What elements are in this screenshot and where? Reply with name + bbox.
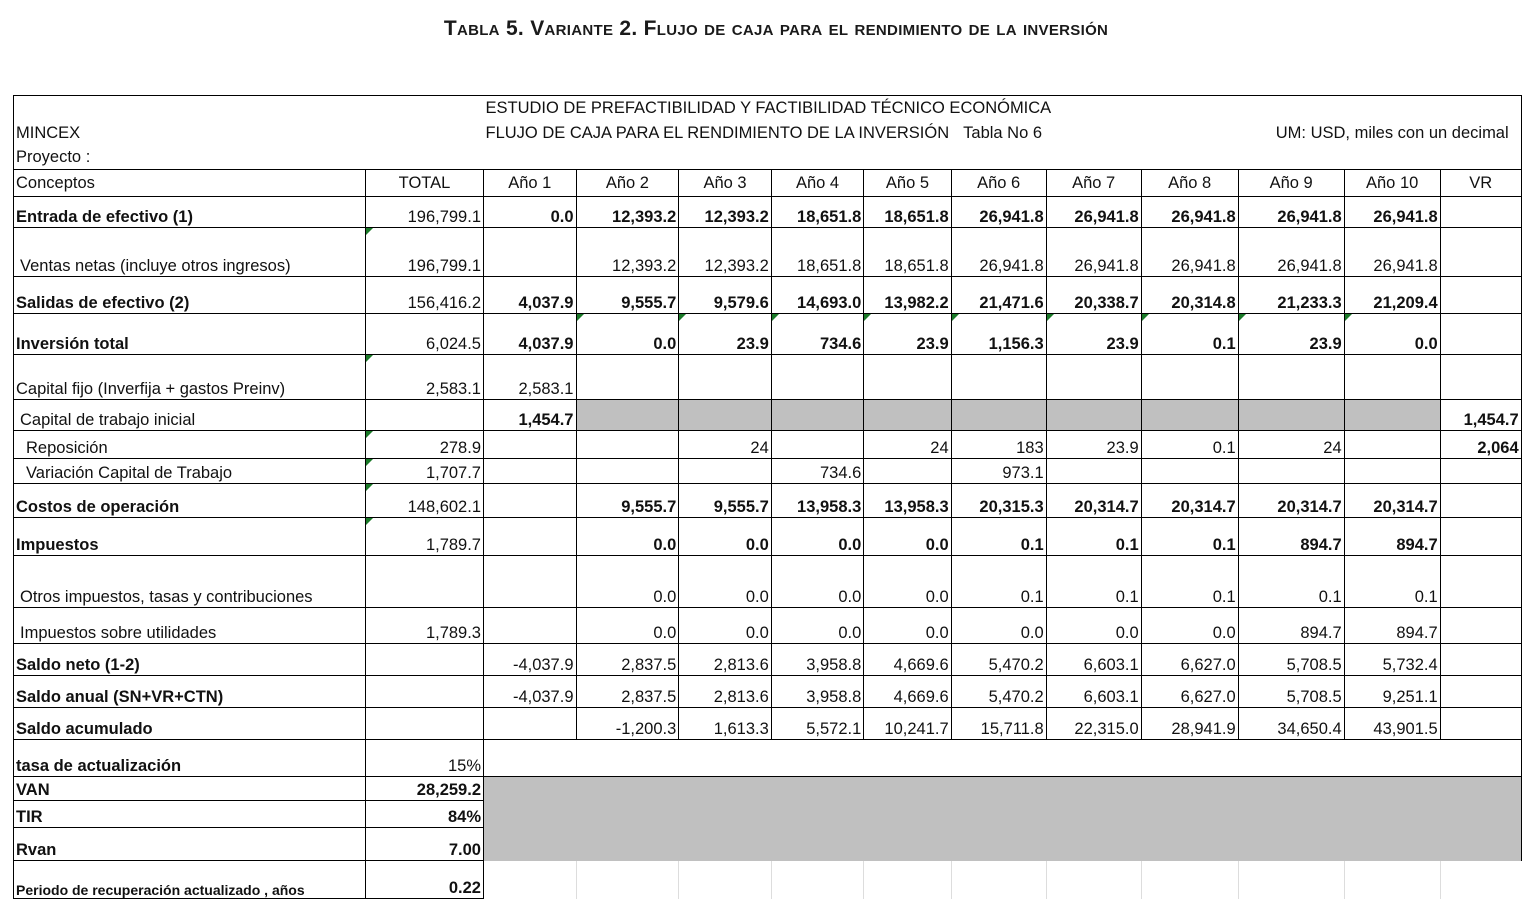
cell-value: 13,958.3 — [771, 484, 864, 518]
indicator-value: 0.22 — [366, 861, 484, 899]
cell-value — [864, 459, 951, 484]
table-number: Tabla No 6 — [963, 123, 1043, 142]
cell-value: 0.0 — [679, 556, 772, 608]
cell-value: 0.0 — [576, 608, 679, 644]
cell-value: 0.0 — [1141, 608, 1238, 644]
cell-value: 4,037.9 — [484, 277, 577, 314]
cell-value — [1440, 277, 1521, 314]
cell-value: 20,314.7 — [1046, 484, 1141, 518]
cell-value — [1344, 355, 1440, 400]
indicator-value: 7.00 — [366, 828, 484, 861]
cell-value: 2,837.5 — [576, 644, 679, 676]
cell-value: 6,627.0 — [1141, 644, 1238, 676]
cell-value — [366, 556, 484, 608]
cell-value — [576, 400, 679, 431]
cell-value: 24 — [864, 431, 951, 459]
cell-value: 0.1 — [1046, 556, 1141, 608]
indicator-value: 15% — [366, 740, 484, 777]
table-caption: Tabla 5. Variante 2. Flujo de caja para el rendimiento de la inversión — [443, 17, 1109, 40]
cell-value: 6,627.0 — [1141, 676, 1238, 708]
cell-value: 0.1 — [1141, 431, 1238, 459]
cell-value: -1,200.3 — [576, 708, 679, 740]
cell-value — [366, 644, 484, 676]
cell-value: 0.1 — [951, 518, 1046, 556]
cell-value — [366, 676, 484, 708]
cell-value: 1,156.3 — [951, 314, 1046, 355]
table-row — [14, 676, 1522, 708]
table-row — [14, 400, 1522, 431]
cell-value — [864, 400, 951, 431]
indicator-label: VAN — [14, 777, 366, 801]
cell-value: 0.0 — [576, 518, 679, 556]
row-label: Saldo acumulado — [14, 708, 366, 740]
table-row — [14, 314, 1522, 355]
cell-value — [576, 355, 679, 400]
cell-value: 6,603.1 — [1046, 676, 1141, 708]
cell-value: 0.0 — [771, 608, 864, 644]
cell-value — [1440, 355, 1521, 400]
cell-value: 12,393.2 — [679, 228, 772, 277]
cell-value — [484, 708, 577, 740]
cell-value — [484, 484, 577, 518]
indicator-label: Periodo de recuperación actualizado , años — [14, 861, 366, 899]
cell-value: 1,789.3 — [366, 608, 484, 644]
col-header-year: Año 4 — [771, 170, 864, 197]
row-label: Ventas netas (incluye otros ingresos) — [14, 228, 366, 277]
col-header-concepts: Conceptos — [14, 170, 366, 197]
cell-value — [1238, 459, 1344, 484]
table-row — [14, 355, 1522, 400]
cell-value: 3,958.8 — [771, 676, 864, 708]
cell-value — [951, 355, 1046, 400]
cell-value: 2,813.6 — [679, 676, 772, 708]
cell-value: 0.1 — [1141, 556, 1238, 608]
cell-value — [771, 400, 864, 431]
row-label: Reposición — [14, 431, 366, 459]
cell-value — [679, 459, 772, 484]
cell-value — [1046, 459, 1141, 484]
cell-value: 0.0 — [1046, 608, 1141, 644]
cell-value: 24 — [1238, 431, 1344, 459]
cell-value: 12,393.2 — [679, 197, 772, 228]
cell-value: 2,837.5 — [576, 676, 679, 708]
cell-value — [1238, 400, 1344, 431]
cell-value: 23.9 — [679, 314, 772, 355]
cell-value: 4,037.9 — [484, 314, 577, 355]
cell-value: 5,470.2 — [951, 644, 1046, 676]
cell-value: 6,024.5 — [366, 314, 484, 355]
cell-value: 26,941.8 — [1238, 228, 1344, 277]
row-label: Variación Capital de Trabajo — [14, 459, 366, 484]
cell-value — [484, 228, 577, 277]
cell-value — [679, 355, 772, 400]
cell-value: 21,233.3 — [1238, 277, 1344, 314]
cell-value: 4,669.6 — [864, 676, 951, 708]
cash-flow-table — [13, 95, 1522, 899]
cell-value — [366, 708, 484, 740]
cell-value: 0.0 — [1344, 314, 1440, 355]
cell-value — [1440, 314, 1521, 355]
row-label: Entrada de efectivo (1) — [14, 197, 366, 228]
col-header-year: Año 6 — [951, 170, 1046, 197]
cell-value: 3,958.8 — [771, 644, 864, 676]
cell-value: 148,602.1 — [366, 484, 484, 518]
cell-value: 26,941.8 — [1344, 197, 1440, 228]
cell-value — [679, 400, 772, 431]
cell-value: 734.6 — [771, 459, 864, 484]
cell-value: 18,651.8 — [771, 197, 864, 228]
cell-value: 43,901.5 — [1344, 708, 1440, 740]
cell-value: 23.9 — [864, 314, 951, 355]
cell-value: 13,982.2 — [864, 277, 951, 314]
cell-value: 18,651.8 — [864, 228, 951, 277]
cell-value: 973.1 — [951, 459, 1046, 484]
indicator-value: 84% — [366, 801, 484, 828]
cell-value: 0.0 — [864, 556, 951, 608]
cell-value: 9,555.7 — [576, 277, 679, 314]
study-title: ESTUDIO DE PREFACTIBILIDAD Y FACTIBILIDAD TÉCNICO ECONÓMICA — [484, 96, 1441, 121]
project-label: Proyecto : — [14, 146, 366, 170]
cell-value — [1440, 708, 1521, 740]
table-row — [14, 228, 1522, 277]
col-header-year: Año 2 — [576, 170, 679, 197]
cell-value: 1,707.7 — [366, 459, 484, 484]
cell-value: 1,789.7 — [366, 518, 484, 556]
cell-value: 0.1 — [1141, 314, 1238, 355]
indicator-label: Rvan — [14, 828, 366, 861]
cell-value: 0.0 — [771, 556, 864, 608]
cell-value: 26,941.8 — [951, 197, 1046, 228]
cell-value: 9,555.7 — [576, 484, 679, 518]
cell-value — [1440, 644, 1521, 676]
cell-value: 6,603.1 — [1046, 644, 1141, 676]
cell-value — [484, 459, 577, 484]
cell-value: 2,064 — [1440, 431, 1521, 459]
row-label: Otros impuestos, tasas y contribuciones — [14, 556, 366, 608]
cell-value: 0.0 — [576, 314, 679, 355]
cell-value: 21,209.4 — [1344, 277, 1440, 314]
cell-value: 9,579.6 — [679, 277, 772, 314]
cell-value: 894.7 — [1238, 608, 1344, 644]
row-label: Capital de trabajo inicial — [14, 400, 366, 431]
table-row — [14, 431, 1522, 459]
col-header-year: Año 8 — [1141, 170, 1238, 197]
cell-value: 20,338.7 — [1046, 277, 1141, 314]
cell-value: 2,583.1 — [366, 355, 484, 400]
cell-value — [576, 431, 679, 459]
cell-value — [484, 431, 577, 459]
cell-value: 23.9 — [1046, 431, 1141, 459]
cell-value: 1,454.7 — [484, 400, 577, 431]
cell-value: 0.1 — [951, 556, 1046, 608]
row-label: Inversión total — [14, 314, 366, 355]
cell-value — [1440, 484, 1521, 518]
row-label: Saldo anual (SN+VR+CTN) — [14, 676, 366, 708]
cell-value: 196,799.1 — [366, 197, 484, 228]
table-row — [14, 644, 1522, 676]
cell-value: 5,708.5 — [1238, 644, 1344, 676]
cell-value — [1440, 608, 1521, 644]
units-label: UM: USD, miles con un decimal — [1141, 121, 1521, 146]
cell-value: 2,583.1 — [484, 355, 577, 400]
cell-value: 26,941.8 — [1046, 197, 1141, 228]
cell-value — [1440, 676, 1521, 708]
table-row — [14, 556, 1522, 608]
table-row — [14, 484, 1522, 518]
col-header-total: TOTAL — [366, 170, 484, 197]
cell-value — [771, 355, 864, 400]
cell-value: 26,941.8 — [1238, 197, 1344, 228]
cell-value: 23.9 — [1238, 314, 1344, 355]
col-header-year: Año 10 — [1344, 170, 1440, 197]
col-header-year: Año 9 — [1238, 170, 1344, 197]
cell-value — [1440, 197, 1521, 228]
cell-value: 0.0 — [864, 608, 951, 644]
col-header-year: Año 7 — [1046, 170, 1141, 197]
cell-value: 196,799.1 — [366, 228, 484, 277]
cell-value: 0.1 — [1141, 518, 1238, 556]
cell-value: 5,572.1 — [771, 708, 864, 740]
cell-value — [484, 556, 577, 608]
cell-value: 34,650.4 — [1238, 708, 1344, 740]
cell-value: 13,958.3 — [864, 484, 951, 518]
cell-value: 26,941.8 — [1344, 228, 1440, 277]
cell-value: 0.1 — [1238, 556, 1344, 608]
table-row — [14, 608, 1522, 644]
cell-value: 278.9 — [366, 431, 484, 459]
row-label: Impuestos sobre utilidades — [14, 608, 366, 644]
cell-value: 183 — [951, 431, 1046, 459]
row-label: Saldo neto (1-2) — [14, 644, 366, 676]
cell-value — [1141, 459, 1238, 484]
cell-value: 18,651.8 — [771, 228, 864, 277]
cell-value: 20,314.7 — [1238, 484, 1344, 518]
cell-value: 0.0 — [679, 608, 772, 644]
cell-value: 9,251.1 — [1344, 676, 1440, 708]
indicator-value: 28,259.2 — [366, 777, 484, 801]
cell-value — [864, 355, 951, 400]
cell-value: 0.0 — [484, 197, 577, 228]
cell-value: 22,315.0 — [1046, 708, 1141, 740]
cell-value: 5,470.2 — [951, 676, 1046, 708]
table-row — [14, 708, 1522, 740]
cell-value: 2,813.6 — [679, 644, 772, 676]
indicator-label: TIR — [14, 801, 366, 828]
cell-value: 24 — [679, 431, 772, 459]
cell-value: 18,651.8 — [864, 197, 951, 228]
cell-value: 894.7 — [1344, 608, 1440, 644]
cell-value: 0.0 — [771, 518, 864, 556]
cell-value: 26,941.8 — [1141, 228, 1238, 277]
cell-value: 0.1 — [1344, 556, 1440, 608]
cell-value: 26,941.8 — [1046, 228, 1141, 277]
cell-value — [1344, 459, 1440, 484]
cell-value: 156,416.2 — [366, 277, 484, 314]
cell-value — [1440, 459, 1521, 484]
cell-value — [1046, 400, 1141, 431]
cell-value: 14,693.0 — [771, 277, 864, 314]
cell-value: 0.0 — [951, 608, 1046, 644]
col-header-vr: VR — [1440, 170, 1521, 197]
cell-value: 20,314.8 — [1141, 277, 1238, 314]
cell-value: 15,711.8 — [951, 708, 1046, 740]
cell-value: 0.0 — [576, 556, 679, 608]
row-label: Impuestos — [14, 518, 366, 556]
cell-value — [366, 400, 484, 431]
table-row — [14, 459, 1522, 484]
cell-value — [951, 400, 1046, 431]
cell-value — [1440, 518, 1521, 556]
table-row — [14, 518, 1522, 556]
cell-value: 20,314.7 — [1141, 484, 1238, 518]
indicator-label: tasa de actualización — [14, 740, 366, 777]
cell-value: 4,669.6 — [864, 644, 951, 676]
cell-value: 0.0 — [679, 518, 772, 556]
cell-value: 5,732.4 — [1344, 644, 1440, 676]
cell-value: 894.7 — [1344, 518, 1440, 556]
row-label: Costos de operación — [14, 484, 366, 518]
cell-value — [1238, 355, 1344, 400]
cell-value: 9,555.7 — [679, 484, 772, 518]
cell-value: 1,613.3 — [679, 708, 772, 740]
cell-value: 26,941.8 — [1141, 197, 1238, 228]
cell-value: 20,314.7 — [1344, 484, 1440, 518]
col-header-year: Año 3 — [679, 170, 772, 197]
cell-value: 12,393.2 — [576, 197, 679, 228]
row-label: Salidas de efectivo (2) — [14, 277, 366, 314]
table-row — [14, 197, 1522, 228]
cell-value — [484, 608, 577, 644]
cell-value: 21,471.6 — [951, 277, 1046, 314]
org-name: MINCEX — [14, 121, 366, 146]
cell-value: 12,393.2 — [576, 228, 679, 277]
cell-value: 20,315.3 — [951, 484, 1046, 518]
col-header-year: Año 5 — [864, 170, 951, 197]
cell-value: 1,454.7 — [1440, 400, 1521, 431]
cell-value: 734.6 — [771, 314, 864, 355]
cell-value: 10,241.7 — [864, 708, 951, 740]
cell-value — [484, 518, 577, 556]
cell-value: 23.9 — [1046, 314, 1141, 355]
cell-value — [1440, 556, 1521, 608]
row-label: Capital fijo (Inverfija + gastos Preinv) — [14, 355, 366, 400]
cell-value: 894.7 — [1238, 518, 1344, 556]
flow-title: FLUJO DE CAJA PARA EL RENDIMIENTO DE LA INVERSIÓN — [485, 123, 950, 142]
cell-value — [1344, 431, 1440, 459]
cell-value: 26,941.8 — [951, 228, 1046, 277]
cell-value: -4,037.9 — [484, 676, 577, 708]
col-header-year: Año 1 — [484, 170, 577, 197]
cell-value — [1344, 400, 1440, 431]
cell-value — [771, 431, 864, 459]
cell-value — [1141, 400, 1238, 431]
cell-value — [1440, 228, 1521, 277]
cell-value: 5,708.5 — [1238, 676, 1344, 708]
cell-value: 0.0 — [864, 518, 951, 556]
table-row — [14, 277, 1522, 314]
cell-value: -4,037.9 — [484, 644, 577, 676]
cell-value — [576, 459, 679, 484]
cell-value: 28,941.9 — [1141, 708, 1238, 740]
cell-value — [1046, 355, 1141, 400]
cell-value: 0.1 — [1046, 518, 1141, 556]
cell-value — [1141, 355, 1238, 400]
